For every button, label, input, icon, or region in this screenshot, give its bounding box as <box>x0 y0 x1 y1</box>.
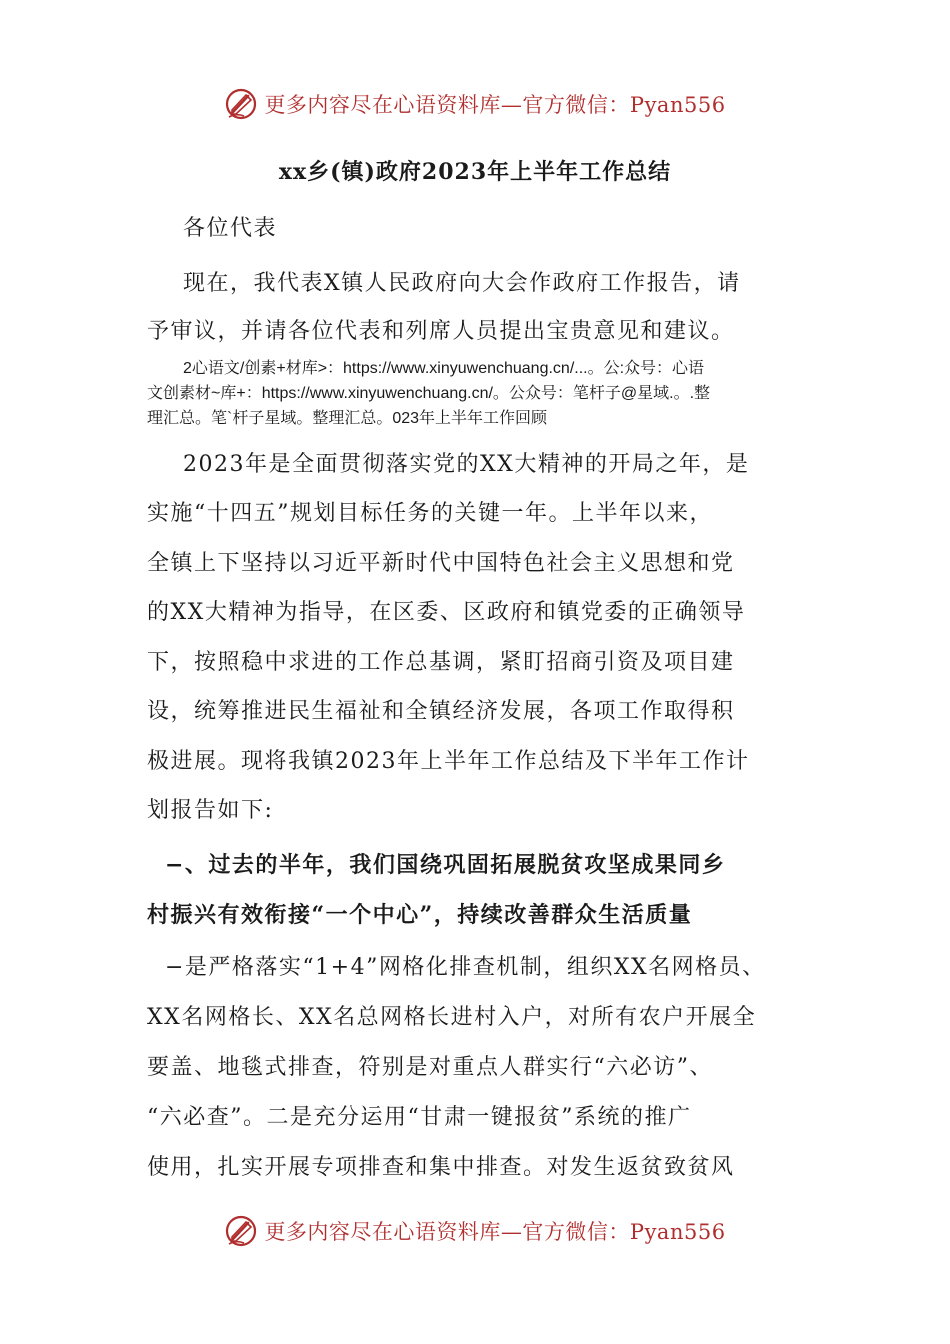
body-line: 2023年是全面贯彻落实党的XX大精神的开局之年，是 <box>183 452 750 477</box>
intro-line: 现在，我代表X镇人民政府向大会作政府工作报告，请 <box>183 271 741 296</box>
annotation-line: 2心语文/创素+材库>：https://www.xinyuwenchuang.cn/...。公:众号：心语 <box>183 360 705 377</box>
section-body-line: XX名网格长、XX名总网格长进村入户，对所有农户开展全 <box>147 1005 757 1030</box>
section-body-line: 使用，扎实开展专项排查和集中排查。对发生返贫致贫风 <box>147 1155 735 1180</box>
body-line: 全镇上下坚持以习近平新时代中国特色社会主义思想和党 <box>147 551 735 576</box>
section-body-line: “六必查”。二是充分运用“甘肃一键报贫”系统的推广 <box>147 1105 692 1130</box>
annotation-line: 文创素材~库+：https://www.xinyuwenchuang.cn/。公众号：笔杆子@星域.。.整 <box>147 385 711 402</box>
footer-banner <box>0 1211 950 1251</box>
body-line: 的XX大精神为指导，在区委、区政府和镇党委的正确领导 <box>147 600 746 625</box>
header-banner-text: 更多内容尽在心语资料库—官方微信：Pyan556 <box>264 93 726 117</box>
salutation: 各位代表 <box>183 216 278 241</box>
body-line: 划报告如下: <box>147 798 274 823</box>
body-line: 极进展。现将我镇2023年上半年工作总结及下半年工作计 <box>147 749 750 774</box>
footer-banner-text: 更多内容尽在心语资料库—官方微信：Pyan556 <box>264 1220 726 1244</box>
header-banner <box>0 84 950 124</box>
document-title: xx乡(镇)政府2023年上半年工作总结 <box>278 159 672 185</box>
annotation-line: 理汇总。笔`杆子星域。整理汇总。023年上半年工作回顾 <box>147 410 548 427</box>
section-body-line: −是严格落实“1+4”网格化排查机制，组织XX名网格员、 <box>165 955 766 980</box>
body-line: 设，统筹推进民生福祉和全镇经济发展，各项工作取得积 <box>147 699 735 724</box>
body-line: 下，按照稳中求进的工作总基调，紧盯招商引资及项目建 <box>147 650 735 675</box>
body-line: 实施“十四五”规划目标任务的关键一年。上半年以来， <box>147 501 713 526</box>
intro-line: 予审议，并请各位代表和列席人员提出宝贵意见和建议。 <box>147 319 735 344</box>
pen-seal-icon <box>224 1214 258 1248</box>
section-heading-line: 村振兴有效衔接“一个中心”，持续改善群众生活质量 <box>147 902 693 928</box>
section-body-line: 要盖、地毯式排查，符别是对重点人群实行“六必访”、 <box>147 1055 713 1080</box>
section-heading-line: −、过去的半年，我们国绕巩固拓展脱贫攻坚成果同乡 <box>165 852 726 878</box>
pen-seal-icon <box>224 87 258 121</box>
